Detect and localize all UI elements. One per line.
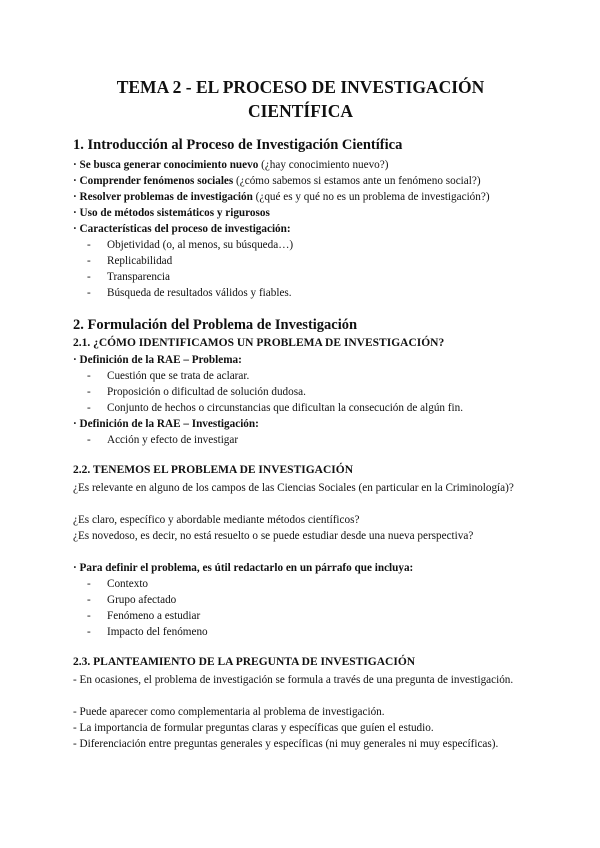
- paragraph-element-text: Contexto: [107, 578, 149, 590]
- dash-marker: -: [87, 255, 91, 267]
- paragraph-element-item: [87, 577, 148, 591]
- dash-marker: -: [87, 239, 91, 251]
- paragraph-element-text: Impacto del fenómeno: [107, 626, 208, 638]
- rae-problem-definition: [73, 353, 242, 367]
- subsection-2-1-heading: 2.1. ¿CÓMO IDENTIFICAMOS UN PROBLEMA DE INVESTIGACIÓN?: [73, 337, 445, 349]
- dash-marker: -: [87, 434, 91, 446]
- characteristic-text: Transparencia: [107, 271, 170, 283]
- characteristic-text: Replicabilidad: [107, 255, 173, 267]
- section-1-heading: 1. Introducción al Proceso de Investigación Científica: [73, 137, 403, 153]
- title-line-2: CIENTÍFICA: [247, 101, 354, 121]
- problem-item: [87, 385, 306, 399]
- dash-marker: -: [87, 610, 91, 622]
- section-2-heading: 2. Formulación del Problema de Investigación: [73, 317, 358, 333]
- problem-item: [87, 369, 249, 383]
- characteristic-item: [87, 254, 172, 268]
- bullet-5: [73, 222, 291, 236]
- characteristic-item: [87, 238, 293, 252]
- characteristic-text: Búsqueda de resultados válidos y fiables.: [107, 287, 292, 299]
- problem-item: [87, 401, 463, 415]
- paragraph-element-item: [87, 609, 200, 623]
- dash-marker: -: [87, 594, 91, 606]
- question-relevance: ¿Es relevante en alguno de los campos de las Ciencias Sociales (en particular en la Criminología)?: [73, 482, 514, 494]
- dash-marker: -: [87, 386, 91, 398]
- question-novelty: ¿Es novedoso, es decir, no está resuelto o se puede estudiar desde una nueva perspectiva?: [73, 530, 474, 542]
- bullet-2-rest: (¿cómo sabemos si estamos ante un fenómeno social?): [233, 175, 481, 187]
- define-problem-label: · Para definir el problema, es útil redactarlo en un párrafo que incluya:: [73, 562, 414, 574]
- bullet-1-rest: (¿hay conocimiento nuevo?): [258, 159, 389, 171]
- dash-marker: -: [87, 271, 91, 283]
- characteristic-item: [87, 270, 170, 284]
- rae-investigation-label: · Definición de la RAE – Investigación:: [73, 418, 259, 430]
- bullet-3: [73, 190, 490, 204]
- investigation-text: Acción y efecto de investigar: [107, 434, 239, 446]
- dash-marker: -: [87, 402, 91, 414]
- paragraph-element-item: [87, 593, 176, 607]
- bullet-1-bold: · Se busca generar conocimiento nuevo: [73, 159, 259, 171]
- research-question-paragraph-2: - Puede aparecer como complementaria al problema de investigación.: [73, 706, 385, 718]
- bullet-4-bold: · Uso de métodos sistemáticos y rigurosos: [73, 207, 270, 219]
- title-line-1: TEMA 2 - EL PROCESO DE INVESTIGACIÓN: [116, 77, 485, 97]
- bullet-2: [73, 174, 481, 188]
- research-question-paragraph-4: - Diferenciación entre preguntas generales y específicas (ni muy generales ni muy específicas).: [73, 738, 499, 750]
- paragraph-element-text: Fenómeno a estudiar: [107, 610, 201, 622]
- characteristic-item: [87, 286, 292, 300]
- bullet-3-bold: · Resolver problemas de investigación: [73, 191, 253, 203]
- question-clarity: ¿Es claro, específico y abordable mediante métodos científicos?: [73, 514, 360, 526]
- paragraph-element-item: [87, 625, 208, 639]
- rae-investigation-definition: [73, 417, 259, 431]
- problem-text: Cuestión que se trata de aclarar.: [107, 370, 250, 382]
- bullet-2-bold: · Comprender fenómenos sociales: [73, 175, 234, 187]
- dash-marker: -: [87, 370, 91, 382]
- bullet-1: [73, 158, 388, 172]
- subsection-2-2-heading: 2.2. TENEMOS EL PROBLEMA DE INVESTIGACIÓN: [73, 464, 353, 476]
- dash-marker: -: [87, 287, 91, 299]
- characteristic-text: Objetividad (o, al menos, su búsqueda…): [107, 239, 294, 251]
- bullet-3-rest: (¿qué es y qué no es un problema de investigación?): [252, 191, 490, 203]
- investigation-item: [87, 433, 238, 447]
- research-question-paragraph-1: - En ocasiones, el problema de investigación se formula a través de una pregunta de investigación.: [73, 674, 514, 686]
- research-question-paragraph-3: - La importancia de formular preguntas claras y específicas que guíen el estudio.: [73, 722, 434, 734]
- problem-text: Conjunto de hechos o circunstancias que dificultan la consecución de algún fin.: [107, 402, 464, 414]
- problem-text: Proposición o dificultad de solución dudosa.: [107, 386, 306, 398]
- dash-marker: -: [87, 626, 91, 638]
- subsection-2-3-heading: 2.3. PLANTEAMIENTO DE LA PREGUNTA DE INVESTIGACIÓN: [73, 656, 416, 668]
- dash-marker: -: [87, 578, 91, 590]
- paragraph-element-text: Grupo afectado: [107, 594, 177, 606]
- rae-problem-label: · Definición de la RAE – Problema:: [73, 354, 242, 366]
- bullet-4: [73, 206, 270, 220]
- document-title: [73, 75, 528, 123]
- define-problem-note: [73, 561, 413, 575]
- bullet-5-bold: · Características del proceso de investigación:: [73, 223, 291, 235]
